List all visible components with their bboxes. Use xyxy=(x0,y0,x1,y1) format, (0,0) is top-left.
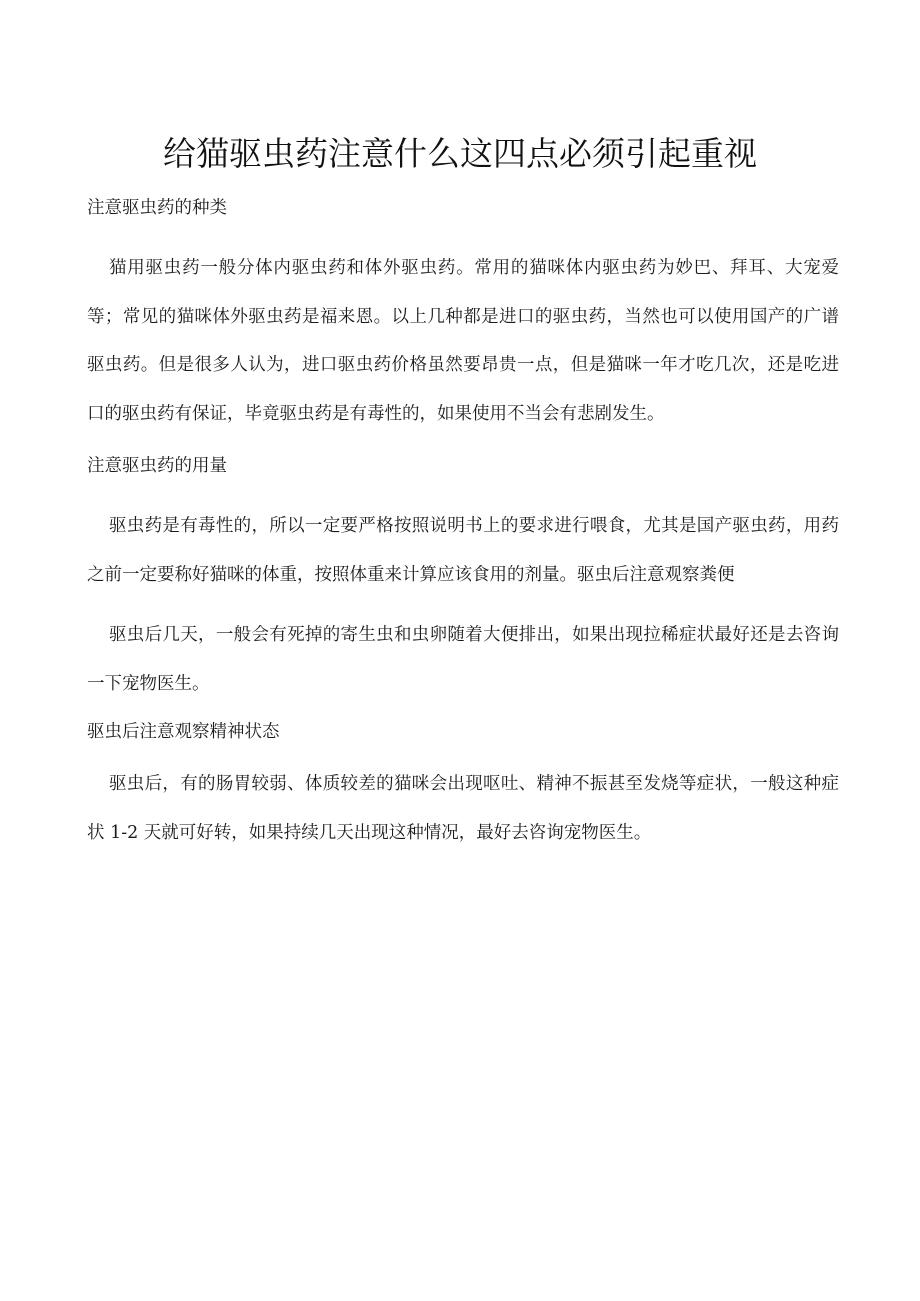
document-body xyxy=(87,190,839,857)
section-heading-drug-type: 注意驱虫药的种类 xyxy=(87,198,227,218)
section-paragraph-dosage: 驱虫药是有毒性的，所以一定要严格按照说明书上的要求进行喂食，尤其是国产驱虫药，用药之前一定要称好猫咪的体重，按照体重来计算应该食用的剂量。驱虫后注意观察粪便 xyxy=(87,516,839,585)
section-paragraph-mental-state: 驱虫后，有的肠胃较弱、体质较差的猫咪会出现呕吐、精神不振甚至发烧等症状，一般这种症状 1-2 天就可好转，如果持续几天出现这种情况，最好去咨询宠物医生。 xyxy=(87,774,839,843)
document-title: 给猫驱虫药注意什么这四点必须引起重视 xyxy=(163,134,757,173)
section-heading-mental-state: 驱虫后注意观察精神状态 xyxy=(87,722,280,742)
section-paragraph-drug-type: 猫用驱虫药一般分体内驱虫药和体外驱虫药。常用的猫咪体内驱虫药为妙巴、拜耳、大宠爱等；常见的猫咪体外驱虫药是福来恩。以上几种都是进口的驱虫药，当然也可以使用国产的广谱驱虫药。但是很多人认为，进口驱虫药价格虽然要昂贵一点，但是猫咪一年才吃几次，还是吃进口的驱虫药有保证，毕竟驱虫药是有毒性的，如果使用不当会有悲剧发生。 xyxy=(87,258,839,424)
section-heading-dosage: 注意驱虫药的用量 xyxy=(87,456,227,476)
section-paragraph-observe-stool: 驱虫后几天，一般会有死掉的寄生虫和虫卵随着大便排出，如果出现拉稀症状最好还是去咨询一下宠物医生。 xyxy=(87,625,839,694)
